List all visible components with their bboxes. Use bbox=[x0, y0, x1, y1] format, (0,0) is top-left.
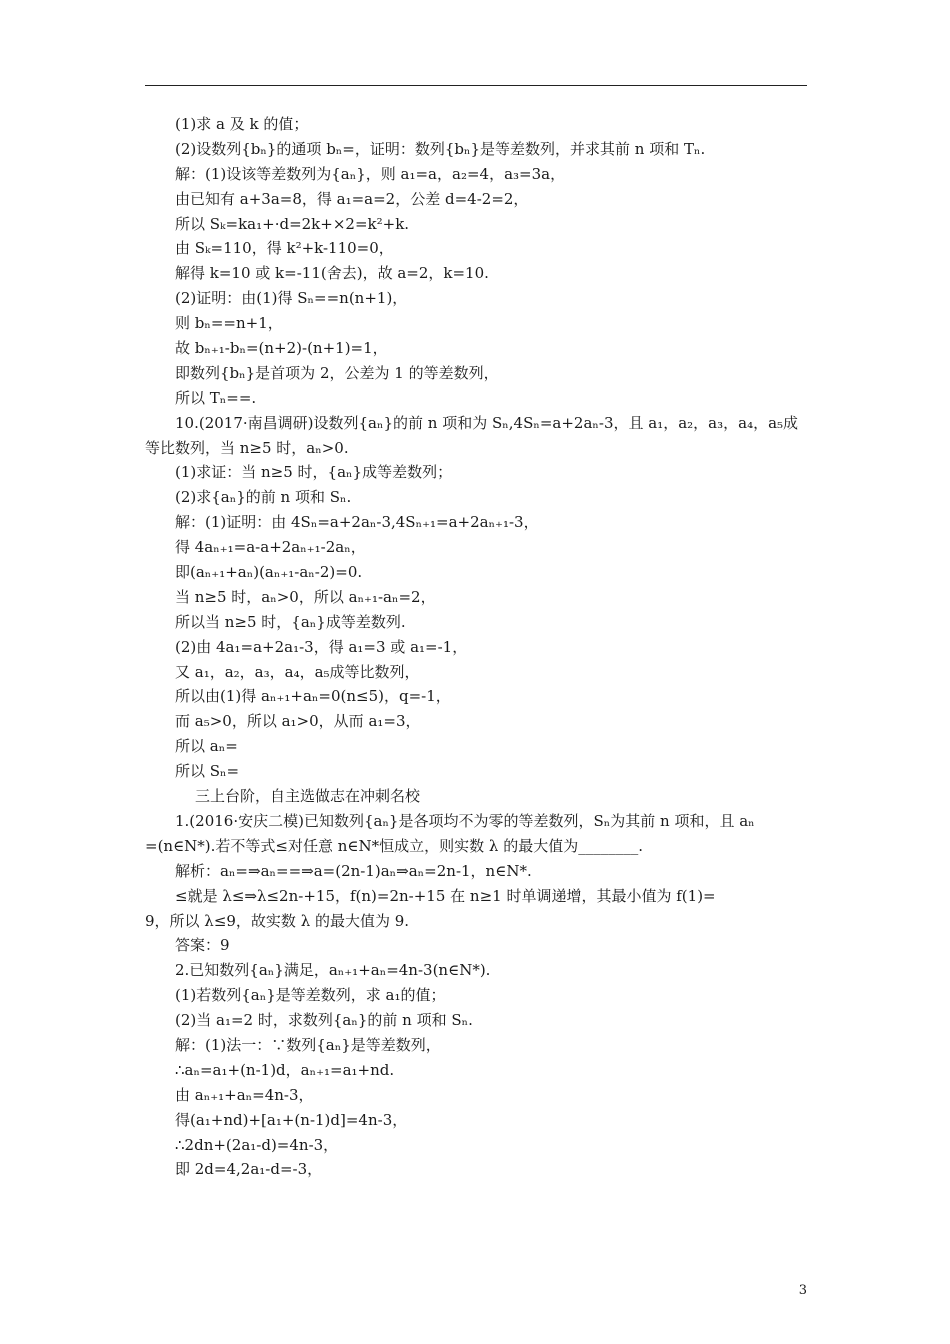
text-line: ≤就是 λ≤⇒λ≤2n-+15，f(n)=2n-+15 在 n≥1 时单调递增，其最小值为 f(1)= bbox=[175, 886, 716, 905]
text-line: 所以 Sₙ= bbox=[175, 762, 240, 781]
text-line: ∴2dn+(2a₁-d)=4n-3， bbox=[175, 1135, 339, 1154]
text-line: 解得 k=10 或 k=-11(舍去)，故 a=2，k=10. bbox=[175, 264, 489, 283]
text-line: 而 a₅>0，所以 a₁>0，从而 a₁=3， bbox=[175, 712, 421, 731]
text-line: 即数列{bₙ}是首项为 2，公差为 1 的等差数列， bbox=[175, 363, 499, 382]
text-line: 9，所以 λ≤9，故实数 λ 的最大值为 9. bbox=[145, 911, 410, 930]
text-line: (2)证明：由(1)得 Sₙ==n(n+1)， bbox=[175, 289, 408, 308]
text-line: 又 a₁，a₂，a₃，a₄，a₅成等比数列， bbox=[175, 662, 420, 681]
text-line: (1)求证：当 n≥5 时，{aₙ}成等差数列； bbox=[175, 463, 453, 482]
text-line: 解：(1)证明：由 4Sₙ=a+2aₙ-3,4Sₙ₊₁=a+2aₙ₊₁-3， bbox=[175, 513, 539, 532]
text-line: 所以 aₙ= bbox=[175, 737, 238, 756]
text-line: (2)求{aₙ}的前 n 项和 Sₙ. bbox=[175, 488, 352, 507]
text-line: (1)若数列{aₙ}是等差数列，求 a₁的值； bbox=[175, 986, 446, 1005]
text-line: 由 Sₖ=110，得 k²+k-110=0， bbox=[175, 239, 394, 258]
text-line: 所以当 n≥5 时，{aₙ}成等差数列. bbox=[175, 612, 406, 631]
text-line: 得(a₁+nd)+[a₁+(n-1)d]=4n-3， bbox=[175, 1110, 408, 1129]
text-line: 则 bₙ==n+1， bbox=[175, 314, 283, 333]
text-line: 10.(2017·南昌调研)设数列{aₙ}的前 n 项和为 Sₙ,4Sₙ=a+2aₙ-3，且 a₁，a₂，a₃，a₄，a₅成 bbox=[175, 413, 799, 432]
header-rule bbox=[145, 85, 807, 86]
text-line: 解：(1)设该等差数列为{aₙ}，则 a₁=a，a₂=4，a₃=3a， bbox=[175, 164, 566, 183]
page-number: 3 bbox=[798, 1283, 807, 1298]
text-line: 等比数列，当 n≥5 时，aₙ>0. bbox=[145, 438, 349, 457]
text-line: 2.已知数列{aₙ}满足，aₙ₊₁+aₙ=4n-3(n∈N*). bbox=[175, 961, 491, 980]
text-line: 由 aₙ₊₁+aₙ=4n-3， bbox=[175, 1085, 314, 1104]
text-line: 答案：9 bbox=[175, 936, 230, 955]
text-line: (2)设数列{bₙ}的通项 bₙ=，证明：数列{bₙ}是等差数列，并求其前 n 项和 Tₙ. bbox=[175, 139, 706, 158]
text-line: 解：(1)法一：∵数列{aₙ}是等差数列， bbox=[175, 1035, 441, 1054]
text-line: 即(aₙ₊₁+aₙ)(aₙ₊₁-aₙ-2)=0. bbox=[175, 563, 363, 582]
text-line: =(n∈N*).若不等式≤对任意 n∈N*恒成立，则实数 λ 的最大值为________. bbox=[145, 836, 643, 855]
text-line: 故 bₙ₊₁-bₙ=(n+2)-(n+1)=1， bbox=[175, 339, 388, 358]
text-line: 所以由(1)得 aₙ₊₁+aₙ=0(n≤5)，q=-1， bbox=[175, 687, 451, 706]
text-line: 由已知有 a+3a=8，得 a₁=a=2，公差 d=4-2=2， bbox=[175, 189, 529, 208]
text-line: (2)当 a₁=2 时，求数列{aₙ}的前 n 项和 Sₙ. bbox=[175, 1011, 473, 1030]
text-line: 三上台阶，自主选做志在冲刺名校 bbox=[195, 787, 421, 806]
text-line: (2)由 4a₁=a+2a₁-3，得 a₁=3 或 a₁=-1， bbox=[175, 637, 468, 656]
text-line: 所以 Sₖ=ka₁+·d=2k+×2=k²+k. bbox=[175, 214, 410, 233]
text-line: 得 4aₙ₊₁=a-a+2aₙ₊₁-2aₙ， bbox=[175, 538, 366, 557]
text-line: (1)求 a 及 k 的值； bbox=[175, 115, 309, 133]
text-line: 当 n≥5 时，aₙ>0，所以 aₙ₊₁-aₙ=2， bbox=[175, 587, 436, 606]
text-line: 1.(2016·安庆二模)已知数列{aₙ}是各项均不为零的等差数列，Sₙ为其前 n 项和，且 aₙ bbox=[175, 811, 755, 830]
document-body bbox=[145, 112, 810, 1182]
text-line: 解析：aₙ=⇒aₙ==⇒a=(2n-1)aₙ⇒aₙ=2n-1，n∈N*. bbox=[175, 861, 532, 880]
text-line: ∴aₙ=a₁+(n-1)d，aₙ₊₁=a₁+nd. bbox=[175, 1060, 395, 1079]
text-line: 所以 Tₙ==. bbox=[175, 388, 257, 407]
text-line: 即 2d=4,2a₁-d=-3， bbox=[175, 1160, 323, 1179]
